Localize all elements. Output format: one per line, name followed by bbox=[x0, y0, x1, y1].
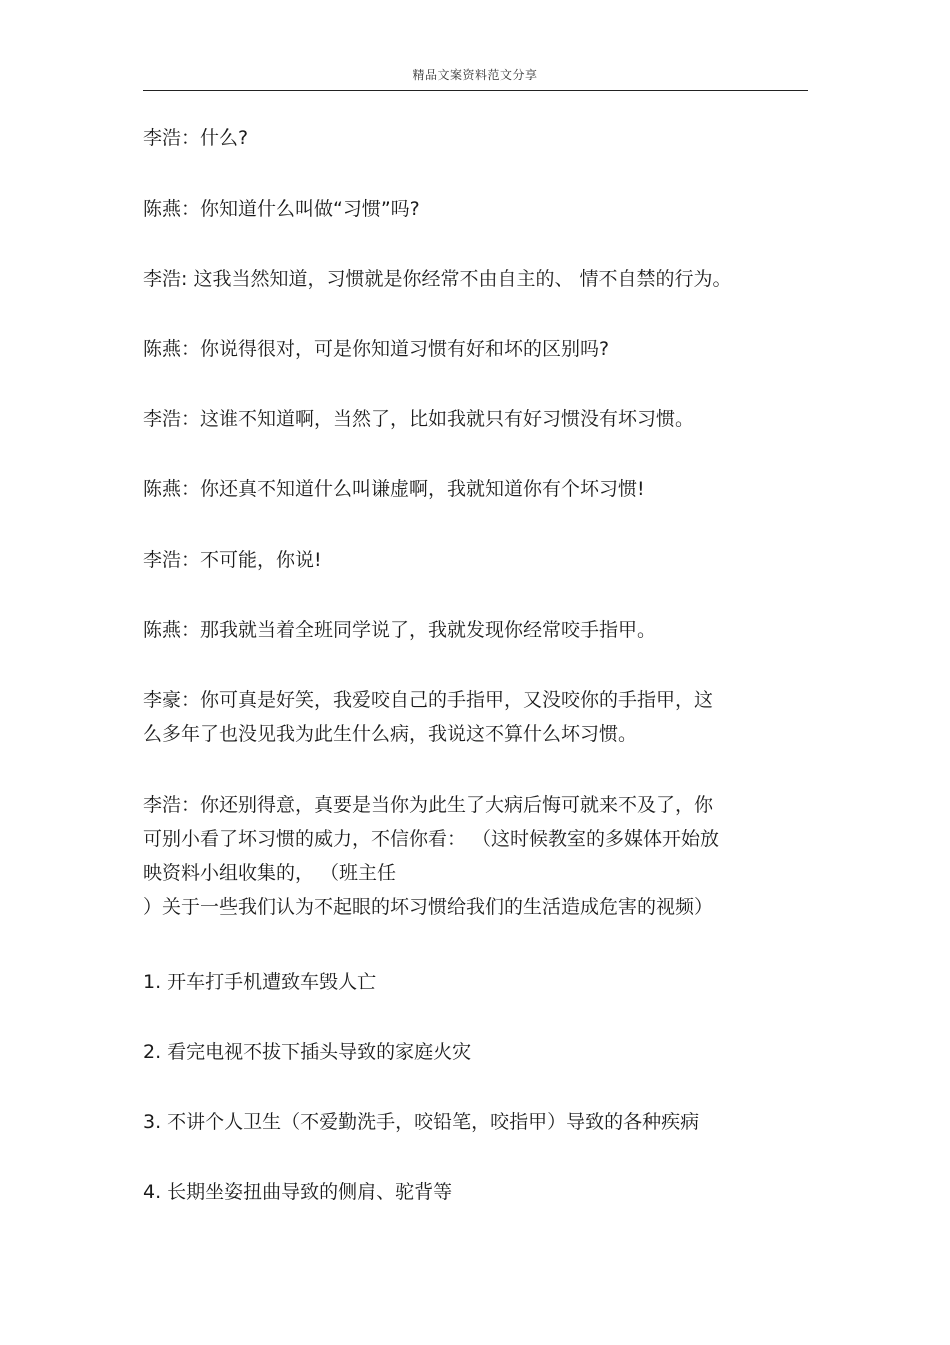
text-line: 映资料小组收集的， （班主任 bbox=[143, 862, 397, 884]
dialogue-line bbox=[143, 192, 803, 226]
dialogue-line bbox=[143, 613, 803, 647]
list-item bbox=[143, 1105, 803, 1139]
dialogue-line bbox=[143, 121, 803, 155]
list-item bbox=[143, 1175, 803, 1209]
dialogue-line bbox=[143, 402, 803, 436]
text-line: 李浩：不可能，你说! bbox=[143, 549, 322, 571]
text-line: 李浩：你还别得意，真要是当你为此生了大病后悔可就来不及了，你 bbox=[143, 794, 714, 816]
page-header: 精品文案资料范文分享 bbox=[412, 68, 538, 82]
dialogue-line bbox=[143, 332, 803, 366]
dialogue-line bbox=[143, 262, 803, 296]
text-line: ）关于一些我们认为不起眼的坏习惯给我们的生活造成危害的视频） bbox=[143, 896, 714, 918]
dialogue-line bbox=[143, 788, 803, 924]
text-line: 么多年了也没见我为此生什么病，我说这不算什么坏习惯。 bbox=[143, 723, 638, 745]
text-line: 可别小看了坏习惯的威力，不信你看： （这时候教室的多媒体开始放 bbox=[143, 828, 720, 850]
text-line: 4. 长期坐姿扭曲导致的侧肩、驼背等 bbox=[143, 1181, 453, 1203]
text-line: 陈燕：你说得很对，可是你知道习惯有好和坏的区别吗? bbox=[143, 338, 610, 360]
text-line: 陈燕：那我就当着全班同学说了，我就发现你经常咬手指甲。 bbox=[143, 619, 657, 641]
text-line: 陈燕：你知道什么叫做“习惯”吗? bbox=[143, 198, 420, 220]
text-line: 2. 看完电视不拔下插头导致的家庭火灾 bbox=[143, 1041, 472, 1063]
dialogue-line bbox=[143, 472, 803, 506]
text-line: 李浩：什么? bbox=[143, 127, 249, 149]
text-line: 3. 不讲个人卫生（不爱勤洗手，咬铅笔，咬指甲）导致的各种疾病 bbox=[143, 1111, 700, 1133]
list-item bbox=[143, 965, 803, 999]
text-line: 李豪：你可真是好笑，我爱咬自己的手指甲，又没咬你的手指甲，这 bbox=[143, 689, 714, 711]
list-item bbox=[143, 1035, 803, 1069]
text-line: 1. 开车打手机遭致车毁人亡 bbox=[143, 971, 377, 993]
dialogue-line bbox=[143, 543, 803, 577]
dialogue-line bbox=[143, 683, 803, 751]
text-line: 陈燕：你还真不知道什么叫谦虚啊，我就知道你有个坏习惯! bbox=[143, 478, 645, 500]
header-divider bbox=[143, 90, 808, 91]
text-line: 李浩: 这我当然知道，习惯就是你经常不由自主的、 情不自禁的行为。 bbox=[143, 268, 732, 290]
text-line: 李浩：这谁不知道啊，当然了，比如我就只有好习惯没有坏习惯。 bbox=[143, 408, 695, 430]
